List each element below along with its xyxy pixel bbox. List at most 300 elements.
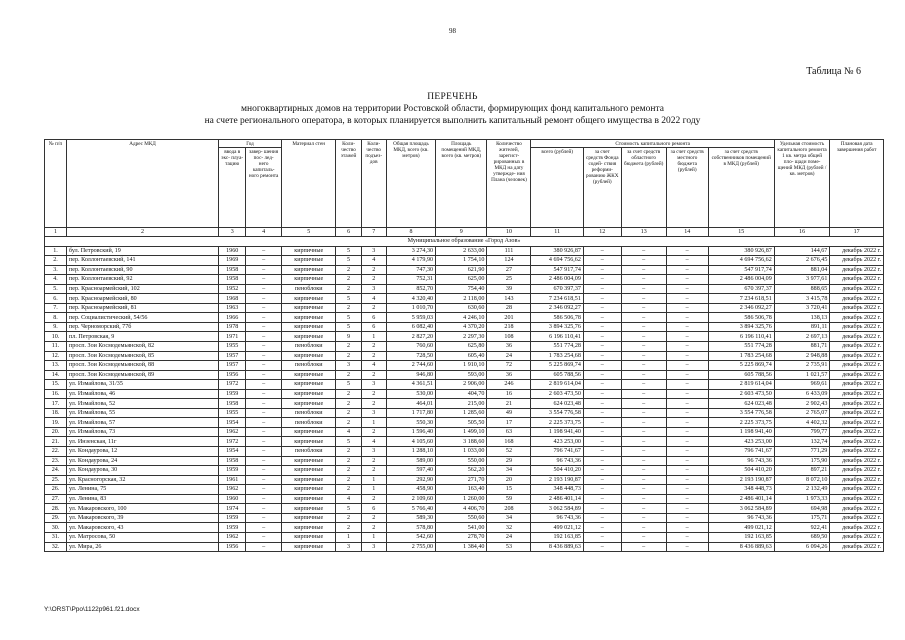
planned-date-cell: декабрь 2022 г. xyxy=(830,303,884,313)
residents-cell: 15 xyxy=(487,485,531,495)
column-number: 16 xyxy=(774,228,830,237)
total-area-cell: 292,90 xyxy=(386,475,435,485)
cost-regional-cell: – xyxy=(621,256,666,266)
premises-area-cell: 625,80 xyxy=(436,342,487,352)
address-cell: ул. Макаровского, 39 xyxy=(67,513,219,523)
cost-owners-cell: 7 234 618,51 xyxy=(708,294,774,304)
planned-date-cell: декабрь 2022 г. xyxy=(830,361,884,371)
cost-owners-cell: 499 021,12 xyxy=(708,523,774,533)
total-area-cell: 6 082,40 xyxy=(386,322,435,332)
entrances-cell: 2 xyxy=(361,303,386,313)
cost-regional-cell: – xyxy=(621,475,666,485)
year-built-cell: 1960 xyxy=(219,494,246,504)
residents-cell: 34 xyxy=(487,513,531,523)
entrances-cell: 2 xyxy=(361,523,386,533)
total-area-cell: 2 109,60 xyxy=(386,494,435,504)
table-row xyxy=(45,475,884,485)
cost-local-cell: – xyxy=(666,532,708,542)
year-overhaul-cell: – xyxy=(246,513,282,523)
entrances-cell: 3 xyxy=(361,246,386,256)
table-row xyxy=(45,265,884,275)
table-row xyxy=(45,332,884,342)
planned-date-cell: декабрь 2022 г. xyxy=(830,418,884,428)
cost-total-cell: 6 196 110,41 xyxy=(531,332,583,342)
year-built-cell: 1958 xyxy=(219,399,246,409)
entrances-cell: 2 xyxy=(361,466,386,476)
year-built-cell: 1971 xyxy=(219,332,246,342)
entrances-cell: 2 xyxy=(361,265,386,275)
floors-cell: 2 xyxy=(336,523,361,533)
year-overhaul-cell: – xyxy=(246,532,282,542)
cost-regional-cell: – xyxy=(621,437,666,447)
cost-total-cell: 1 198 941,40 xyxy=(531,427,583,437)
row-number: 14. xyxy=(45,370,67,380)
wall-material-cell: кирпичные xyxy=(281,523,336,533)
cost-regional-cell: – xyxy=(621,532,666,542)
year-built-cell: 1955 xyxy=(219,342,246,352)
header-residents: Количество жителей, зарегист- рированных в МКД на дату утвержде- ния Плана (человек) xyxy=(487,140,531,228)
row-number: 7. xyxy=(45,303,67,313)
cost-regional-cell: – xyxy=(621,361,666,371)
cost-local-cell: – xyxy=(666,275,708,285)
row-number: 25. xyxy=(45,475,67,485)
year-overhaul-cell: – xyxy=(246,275,282,285)
premises-area-cell: 1 384,40 xyxy=(436,542,487,552)
entrances-cell: 3 xyxy=(361,380,386,390)
entrances-cell: 4 xyxy=(361,256,386,266)
cost-fund-cell: – xyxy=(583,475,621,485)
column-number: 3 xyxy=(219,228,246,237)
wall-material-cell: пеноблоки xyxy=(281,447,336,457)
address-cell: ул. Измайлова, 57 xyxy=(67,418,219,428)
year-built-cell: 1956 xyxy=(219,542,246,552)
cost-total-cell: 3 554 776,58 xyxy=(531,408,583,418)
table-row xyxy=(45,437,884,447)
floors-cell: 2 xyxy=(336,265,361,275)
residents-cell: 24 xyxy=(487,532,531,542)
cost-fund-cell: – xyxy=(583,485,621,495)
cost-local-cell: – xyxy=(666,523,708,533)
year-overhaul-cell: – xyxy=(246,399,282,409)
cost-local-cell: – xyxy=(666,256,708,266)
cost-owners-cell: 504 410,20 xyxy=(708,466,774,476)
row-number: 32. xyxy=(45,542,67,552)
floors-cell: 5 xyxy=(336,256,361,266)
year-overhaul-cell: – xyxy=(246,342,282,352)
header-cost-fund: за счет средств Фонда содей- ствия реформи- рованию ЖКХ (рублей) xyxy=(583,148,621,228)
year-built-cell: 1958 xyxy=(219,275,246,285)
wall-material-cell: кирпичные xyxy=(281,370,336,380)
table-row xyxy=(45,466,884,476)
total-area-cell: 2 755,00 xyxy=(386,542,435,552)
cost-regional-cell: – xyxy=(621,447,666,457)
floors-cell: 5 xyxy=(336,380,361,390)
cost-total-cell: 192 163,85 xyxy=(531,532,583,542)
table-row xyxy=(45,485,884,495)
cost-fund-cell: – xyxy=(583,466,621,476)
column-number: 13 xyxy=(621,228,666,237)
year-built-cell: 1960 xyxy=(219,246,246,256)
cost-fund-cell: – xyxy=(583,351,621,361)
wall-material-cell: пеноблоки xyxy=(281,342,336,352)
cost-total-cell: 3 062 584,89 xyxy=(531,504,583,514)
floors-cell: 9 xyxy=(336,332,361,342)
year-overhaul-cell: – xyxy=(246,256,282,266)
cost-total-cell: 586 506,78 xyxy=(531,313,583,323)
row-number: 15. xyxy=(45,380,67,390)
row-number: 1. xyxy=(45,246,67,256)
cost-fund-cell: – xyxy=(583,294,621,304)
unit-cost-cell: 2 948,88 xyxy=(774,351,830,361)
floors-cell: 2 xyxy=(336,456,361,466)
year-overhaul-cell: – xyxy=(246,542,282,552)
residents-cell: 24 xyxy=(487,351,531,361)
cost-fund-cell: – xyxy=(583,370,621,380)
residents-cell: 21 xyxy=(487,399,531,409)
cost-regional-cell: – xyxy=(621,332,666,342)
year-built-cell: 1972 xyxy=(219,380,246,390)
cost-local-cell: – xyxy=(666,265,708,275)
cost-owners-cell: 796 741,67 xyxy=(708,447,774,457)
cost-total-cell: 8 436 889,63 xyxy=(531,542,583,552)
premises-area-cell: 4 370,20 xyxy=(436,322,487,332)
cost-owners-cell: 2 486 004,09 xyxy=(708,275,774,285)
column-number: 7 xyxy=(361,228,386,237)
premises-area-cell: 1 499,10 xyxy=(436,427,487,437)
address-cell: ул. Измайлова, 46 xyxy=(67,389,219,399)
year-overhaul-cell: – xyxy=(246,437,282,447)
cost-local-cell: – xyxy=(666,504,708,514)
premises-area-cell: 1 033,00 xyxy=(436,447,487,457)
address-cell: ул. Кондаурова, 12 xyxy=(67,447,219,457)
year-overhaul-cell: – xyxy=(246,380,282,390)
cost-owners-cell: 2 486 401,14 xyxy=(708,494,774,504)
header-year-overhaul: завер- шения пос- лед- него капиталь- ного ремонта xyxy=(246,148,282,228)
wall-material-cell: кирпичные xyxy=(281,246,336,256)
cost-regional-cell: – xyxy=(621,427,666,437)
unit-cost-cell: 891,11 xyxy=(774,322,830,332)
premises-area-cell: 4 246,10 xyxy=(436,313,487,323)
total-area-cell: 946,80 xyxy=(386,370,435,380)
cost-total-cell: 2 193 190,87 xyxy=(531,475,583,485)
header-cost-owners: за счет средств собственников помещений в МКД (рублей) xyxy=(708,148,774,228)
premises-area-cell: 1 260,00 xyxy=(436,494,487,504)
cost-fund-cell: – xyxy=(583,447,621,457)
cost-fund-cell: – xyxy=(583,332,621,342)
total-area-cell: 597,40 xyxy=(386,466,435,476)
cost-fund-cell: – xyxy=(583,494,621,504)
address-cell: ул. Красногорская, 32 xyxy=(67,475,219,485)
cost-local-cell: – xyxy=(666,284,708,294)
address-cell: пер. Красноармейский, 80 xyxy=(67,294,219,304)
premises-area-cell: 630,60 xyxy=(436,303,487,313)
column-number: 10 xyxy=(487,228,531,237)
total-area-cell: 542,60 xyxy=(386,532,435,542)
total-area-cell: 530,00 xyxy=(386,389,435,399)
cost-local-cell: – xyxy=(666,380,708,390)
residents-cell: 28 xyxy=(487,303,531,313)
column-number: 6 xyxy=(336,228,361,237)
residents-cell: 168 xyxy=(487,437,531,447)
entrances-cell: 6 xyxy=(361,504,386,514)
residents-cell: 59 xyxy=(487,494,531,504)
cost-owners-cell: 2 603 473,50 xyxy=(708,389,774,399)
residents-cell: 53 xyxy=(487,542,531,552)
cost-fund-cell: – xyxy=(583,380,621,390)
cost-fund-cell: – xyxy=(583,399,621,409)
wall-material-cell: кирпичные xyxy=(281,542,336,552)
premises-area-cell: 625,00 xyxy=(436,275,487,285)
cost-owners-cell: 2 193 190,87 xyxy=(708,475,774,485)
address-cell: ул. Измайлова, 55 xyxy=(67,408,219,418)
year-built-cell: 1962 xyxy=(219,485,246,495)
header-premises-area: Площадь помещений МКД, всего (кв. метров) xyxy=(436,140,487,228)
header-floors: Коли- чество этажей xyxy=(336,140,361,228)
wall-material-cell: кирпичные xyxy=(281,351,336,361)
row-number: 17. xyxy=(45,399,67,409)
cost-total-cell: 380 926,87 xyxy=(531,246,583,256)
year-built-cell: 1958 xyxy=(219,456,246,466)
cost-fund-cell: – xyxy=(583,389,621,399)
premises-area-cell: 4 406,70 xyxy=(436,504,487,514)
planned-date-cell: декабрь 2022 г. xyxy=(830,466,884,476)
floors-cell: 4 xyxy=(336,494,361,504)
year-built-cell: 1954 xyxy=(219,418,246,428)
entrances-cell: 2 xyxy=(361,275,386,285)
unit-cost-cell: 881,04 xyxy=(774,265,830,275)
premises-area-cell: 163,40 xyxy=(436,485,487,495)
table-row xyxy=(45,284,884,294)
table-row xyxy=(45,351,884,361)
premises-area-cell: 593,00 xyxy=(436,370,487,380)
planned-date-cell: декабрь 2022 г. xyxy=(830,370,884,380)
entrances-cell: 3 xyxy=(361,542,386,552)
table-row xyxy=(45,399,884,409)
row-number: 10. xyxy=(45,332,67,342)
wall-material-cell: кирпичные xyxy=(281,389,336,399)
year-overhaul-cell: – xyxy=(246,494,282,504)
cost-total-cell: 551 774,28 xyxy=(531,342,583,352)
premises-area-cell: 2 118,00 xyxy=(436,294,487,304)
wall-material-cell: кирпичные xyxy=(281,494,336,504)
residents-cell: 52 xyxy=(487,447,531,457)
cost-local-cell: – xyxy=(666,494,708,504)
cost-regional-cell: – xyxy=(621,313,666,323)
row-number: 6. xyxy=(45,294,67,304)
premises-area-cell: 550,00 xyxy=(436,456,487,466)
unit-cost-cell: 144,67 xyxy=(774,246,830,256)
year-built-cell: 1978 xyxy=(219,322,246,332)
year-built-cell: 1958 xyxy=(219,265,246,275)
wall-material-cell: кирпичные xyxy=(281,437,336,447)
header-planned-date: Плановая дата завершения работ xyxy=(830,140,884,228)
cost-fund-cell: – xyxy=(583,246,621,256)
cost-total-cell: 670 397,37 xyxy=(531,284,583,294)
row-number: 11. xyxy=(45,342,67,352)
table-row xyxy=(45,389,884,399)
planned-date-cell: декабрь 2022 г. xyxy=(830,380,884,390)
document-heading xyxy=(0,91,905,127)
cost-fund-cell: – xyxy=(583,322,621,332)
entrances-cell: 3 xyxy=(361,408,386,418)
total-area-cell: 5 766,40 xyxy=(386,504,435,514)
total-area-cell: 2 827,20 xyxy=(386,332,435,342)
planned-date-cell: декабрь 2022 г. xyxy=(830,284,884,294)
cost-owners-cell: 1 198 941,40 xyxy=(708,427,774,437)
wall-material-cell: кирпичные xyxy=(281,313,336,323)
unit-cost-cell: 888,65 xyxy=(774,284,830,294)
municipality-name: Муниципальное образование «Город Азов» xyxy=(45,237,884,247)
cost-owners-cell: 192 163,85 xyxy=(708,532,774,542)
floors-cell: 2 xyxy=(336,447,361,457)
year-built-cell: 1962 xyxy=(219,532,246,542)
entrances-cell: 2 xyxy=(361,389,386,399)
document-subtitle-line-2: на счете регионального оператора, в которых планируется выполнить капитальный ремонт общего имущества в 2022 году xyxy=(204,116,701,126)
table-row xyxy=(45,494,884,504)
year-overhaul-cell: – xyxy=(246,447,282,457)
cost-local-cell: – xyxy=(666,361,708,371)
table-row xyxy=(45,456,884,466)
wall-material-cell: кирпичные xyxy=(281,380,336,390)
cost-fund-cell: – xyxy=(583,523,621,533)
unit-cost-cell: 175,90 xyxy=(774,456,830,466)
address-cell: ул. Измайлова, 52 xyxy=(67,399,219,409)
premises-area-cell: 541,00 xyxy=(436,523,487,533)
floors-cell: 5 xyxy=(336,246,361,256)
row-number: 8. xyxy=(45,313,67,323)
cost-regional-cell: – xyxy=(621,466,666,476)
year-overhaul-cell: – xyxy=(246,294,282,304)
year-overhaul-cell: – xyxy=(246,313,282,323)
cost-owners-cell: 96 743,36 xyxy=(708,513,774,523)
entrances-cell: 1 xyxy=(361,485,386,495)
cost-fund-cell: – xyxy=(583,408,621,418)
year-overhaul-cell: – xyxy=(246,418,282,428)
cost-regional-cell: – xyxy=(621,284,666,294)
cost-total-cell: 96 743,36 xyxy=(531,456,583,466)
unit-cost-cell: 694,98 xyxy=(774,504,830,514)
cost-owners-cell: 6 196 110,41 xyxy=(708,332,774,342)
address-cell: просп. Зои Космодемьянской, 88 xyxy=(67,361,219,371)
table-row xyxy=(45,370,884,380)
entrances-cell: 2 xyxy=(361,427,386,437)
unit-cost-cell: 1 021,57 xyxy=(774,370,830,380)
residents-cell: 39 xyxy=(487,284,531,294)
total-area-cell: 1 010,70 xyxy=(386,303,435,313)
row-number: 26. xyxy=(45,485,67,495)
cost-owners-cell: 5 225 869,74 xyxy=(708,361,774,371)
unit-cost-cell: 175,71 xyxy=(774,513,830,523)
cost-total-cell: 605 788,56 xyxy=(531,370,583,380)
table-row xyxy=(45,523,884,533)
cost-local-cell: – xyxy=(666,542,708,552)
table-row xyxy=(45,418,884,428)
cost-fund-cell: – xyxy=(583,456,621,466)
entrances-cell: 3 xyxy=(361,284,386,294)
floors-cell: 5 xyxy=(336,294,361,304)
cost-total-cell: 2 486 401,14 xyxy=(531,494,583,504)
cost-regional-cell: – xyxy=(621,294,666,304)
residents-cell: 111 xyxy=(487,246,531,256)
unit-cost-cell: 922,41 xyxy=(774,523,830,533)
planned-date-cell: декабрь 2022 г. xyxy=(830,485,884,495)
row-number: 4. xyxy=(45,275,67,285)
table-body xyxy=(45,237,884,552)
residents-cell: 29 xyxy=(487,456,531,466)
cost-local-cell: – xyxy=(666,485,708,495)
entrances-cell: 2 xyxy=(361,342,386,352)
row-number: 16. xyxy=(45,389,67,399)
unit-cost-cell: 2 132,49 xyxy=(774,485,830,495)
cost-regional-cell: – xyxy=(621,370,666,380)
year-overhaul-cell: – xyxy=(246,485,282,495)
cost-owners-cell: 547 917,74 xyxy=(708,265,774,275)
wall-material-cell: кирпичные xyxy=(281,456,336,466)
cost-owners-cell: 551 774,28 xyxy=(708,342,774,352)
header-year-built: ввода в экс- плуа- тацию xyxy=(219,148,246,228)
cost-regional-cell: – xyxy=(621,513,666,523)
residents-cell: 218 xyxy=(487,322,531,332)
address-cell: ул. Ленина, 83 xyxy=(67,494,219,504)
floors-cell: 4 xyxy=(336,427,361,437)
premises-area-cell: 550,60 xyxy=(436,513,487,523)
cost-regional-cell: – xyxy=(621,523,666,533)
cost-owners-cell: 2 346 092,27 xyxy=(708,303,774,313)
year-built-cell: 1959 xyxy=(219,389,246,399)
floors-cell: 2 xyxy=(336,351,361,361)
cost-total-cell: 2 819 614,04 xyxy=(531,380,583,390)
entrances-cell: 2 xyxy=(361,494,386,504)
planned-date-cell: декабрь 2022 г. xyxy=(830,275,884,285)
table-row xyxy=(45,513,884,523)
total-area-cell: 578,80 xyxy=(386,523,435,533)
table-row xyxy=(45,361,884,371)
year-built-cell: 1968 xyxy=(219,294,246,304)
year-built-cell: 1962 xyxy=(219,427,246,437)
residents-cell: 208 xyxy=(487,504,531,514)
residents-cell: 20 xyxy=(487,475,531,485)
cost-local-cell: – xyxy=(666,370,708,380)
cost-local-cell: – xyxy=(666,303,708,313)
total-area-cell: 1 717,80 xyxy=(386,408,435,418)
unit-cost-cell: 2 765,07 xyxy=(774,408,830,418)
address-cell: ул. Макаровского, 43 xyxy=(67,523,219,533)
row-number: 18. xyxy=(45,408,67,418)
entrances-cell: 6 xyxy=(361,313,386,323)
year-overhaul-cell: – xyxy=(246,370,282,380)
cost-fund-cell: – xyxy=(583,256,621,266)
cost-regional-cell: – xyxy=(621,351,666,361)
floors-cell: 2 xyxy=(336,275,361,285)
header-cost-group: Стоимость капитального ремонта xyxy=(531,140,774,148)
year-overhaul-cell: – xyxy=(246,332,282,342)
cost-owners-cell: 2 819 614,04 xyxy=(708,380,774,390)
year-overhaul-cell: – xyxy=(246,475,282,485)
total-area-cell: 4 179,90 xyxy=(386,256,435,266)
unit-cost-cell: 3 720,41 xyxy=(774,303,830,313)
address-cell: ул. Измайлова, 73 xyxy=(67,427,219,437)
year-built-cell: 1961 xyxy=(219,475,246,485)
floors-cell: 5 xyxy=(336,313,361,323)
header-cost-total: всего (рублей) xyxy=(531,148,583,228)
row-number: 29. xyxy=(45,513,67,523)
table-row xyxy=(45,256,884,266)
address-cell: ул. Кондаурова, 24 xyxy=(67,456,219,466)
residents-cell: 72 xyxy=(487,361,531,371)
total-area-cell: 589,00 xyxy=(386,456,435,466)
unit-cost-cell: 881,71 xyxy=(774,342,830,352)
unit-cost-cell: 4 402,32 xyxy=(774,418,830,428)
